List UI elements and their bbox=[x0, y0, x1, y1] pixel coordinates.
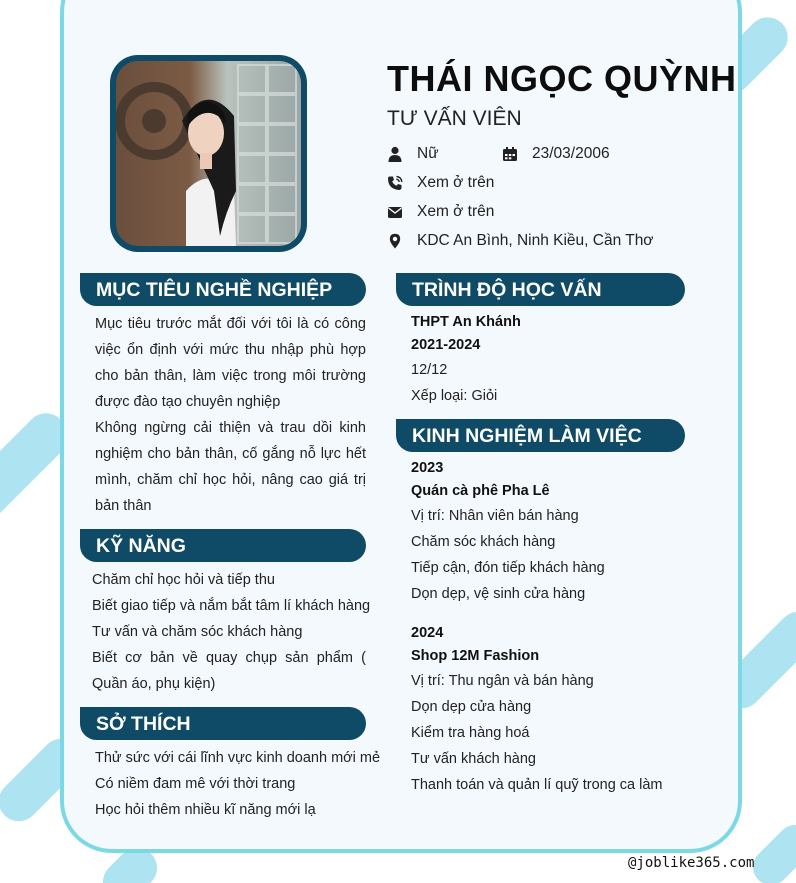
job-year: 2023 bbox=[411, 460, 444, 476]
objective-paragraph-1: Mục tiêu trước mắt đối với tôi là có công việc ổn định với mức thu nhập phù hợp cho bản thân, làm việc trong môi trường được đào tạo chuyên nghiệp bbox=[95, 316, 366, 410]
job-detail: Vị trí: Nhân viên bán hàng bbox=[411, 508, 579, 524]
candidate-role: TƯ VẤN VIÊN bbox=[387, 107, 522, 130]
calendar-icon bbox=[502, 146, 518, 162]
phone-value: Xem ở trên bbox=[417, 174, 495, 191]
hobbies-heading: SỞ THÍCH bbox=[80, 707, 366, 740]
candidate-name: THÁI NGỌC QUỲNH bbox=[387, 58, 737, 99]
objective-paragraph-2: Không ngừng cải thiện và trau dồi kinh nghiệm cho bản thân, cố gắng nỗ lực hết mình, chăm chỉ học hỏi, nâng cao giá trị bản thân bbox=[95, 420, 366, 514]
job-detail: Dọn dẹp, vệ sinh cửa hàng bbox=[411, 586, 586, 602]
job-detail: Dọn dẹp cửa hàng bbox=[411, 699, 532, 715]
education-school: THPT An Khánh bbox=[411, 314, 521, 330]
education-years: 2021-2024 bbox=[411, 337, 481, 353]
birthdate-row bbox=[502, 145, 610, 163]
portrait-illustration bbox=[116, 61, 301, 246]
map-pin-icon bbox=[387, 233, 403, 249]
skills-heading: KỸ NĂNG bbox=[80, 529, 366, 562]
gender-row bbox=[387, 145, 439, 163]
hobby-item: Học hỏi thêm nhiều kĩ năng mới lạ bbox=[95, 802, 316, 818]
decor-stripe bbox=[746, 818, 796, 883]
skill-item: Biết cơ bản về quay chụp sản phẩm ( Quần áo, phụ kiện) bbox=[92, 650, 366, 692]
education-grade: 12/12 bbox=[411, 362, 448, 378]
job-company: Quán cà phê Pha Lê bbox=[411, 483, 550, 499]
job-detail: Kiểm tra hàng hoá bbox=[411, 725, 530, 741]
birthdate-value: 23/03/2006 bbox=[532, 145, 610, 162]
job-detail: Vị trí: Thu ngân và bán hàng bbox=[411, 673, 594, 689]
gender-value: Nữ bbox=[417, 145, 439, 162]
envelope-icon bbox=[387, 204, 403, 220]
education-rank: Xếp loại: Giỏi bbox=[411, 388, 498, 404]
phone-icon bbox=[387, 175, 403, 191]
job-company: Shop 12M Fashion bbox=[411, 648, 540, 664]
job-detail: Chăm sóc khách hàng bbox=[411, 534, 556, 550]
hobby-item: Thử sức với cái lĩnh vực kinh doanh mới mẻ bbox=[95, 750, 381, 766]
experience-heading: KINH NGHIỆM LÀM VIỆC bbox=[396, 419, 685, 452]
job-detail: Thanh toán và quản lí quỹ trong ca làm bbox=[411, 777, 663, 793]
email-row bbox=[387, 203, 494, 221]
watermark: @joblike365.com bbox=[628, 855, 755, 871]
job-detail: Tiếp cận, đón tiếp khách hàng bbox=[411, 560, 605, 576]
skill-item: Biết giao tiếp và nắm bắt tâm lí khách hàng bbox=[92, 598, 371, 614]
avatar-frame bbox=[110, 55, 307, 252]
hobby-item: Có niềm đam mê với thời trang bbox=[95, 776, 296, 792]
skill-item: Chăm chỉ học hỏi và tiếp thu bbox=[92, 572, 275, 588]
avatar-photo bbox=[116, 61, 301, 246]
job-detail: Tư vấn khách hàng bbox=[411, 751, 536, 767]
phone-row bbox=[387, 174, 494, 192]
address-row bbox=[387, 232, 653, 250]
skill-item: Tư vấn và chăm sóc khách hàng bbox=[92, 624, 303, 640]
user-icon bbox=[387, 146, 403, 162]
objective-heading: MỤC TIÊU NGHỀ NGHIỆP bbox=[80, 273, 366, 306]
email-value: Xem ở trên bbox=[417, 203, 495, 220]
job-year: 2024 bbox=[411, 625, 444, 641]
education-heading: TRÌNH ĐỘ HỌC VẤN bbox=[396, 273, 685, 306]
address-value: KDC An Bình, Ninh Kiều, Cần Thơ bbox=[417, 232, 654, 249]
